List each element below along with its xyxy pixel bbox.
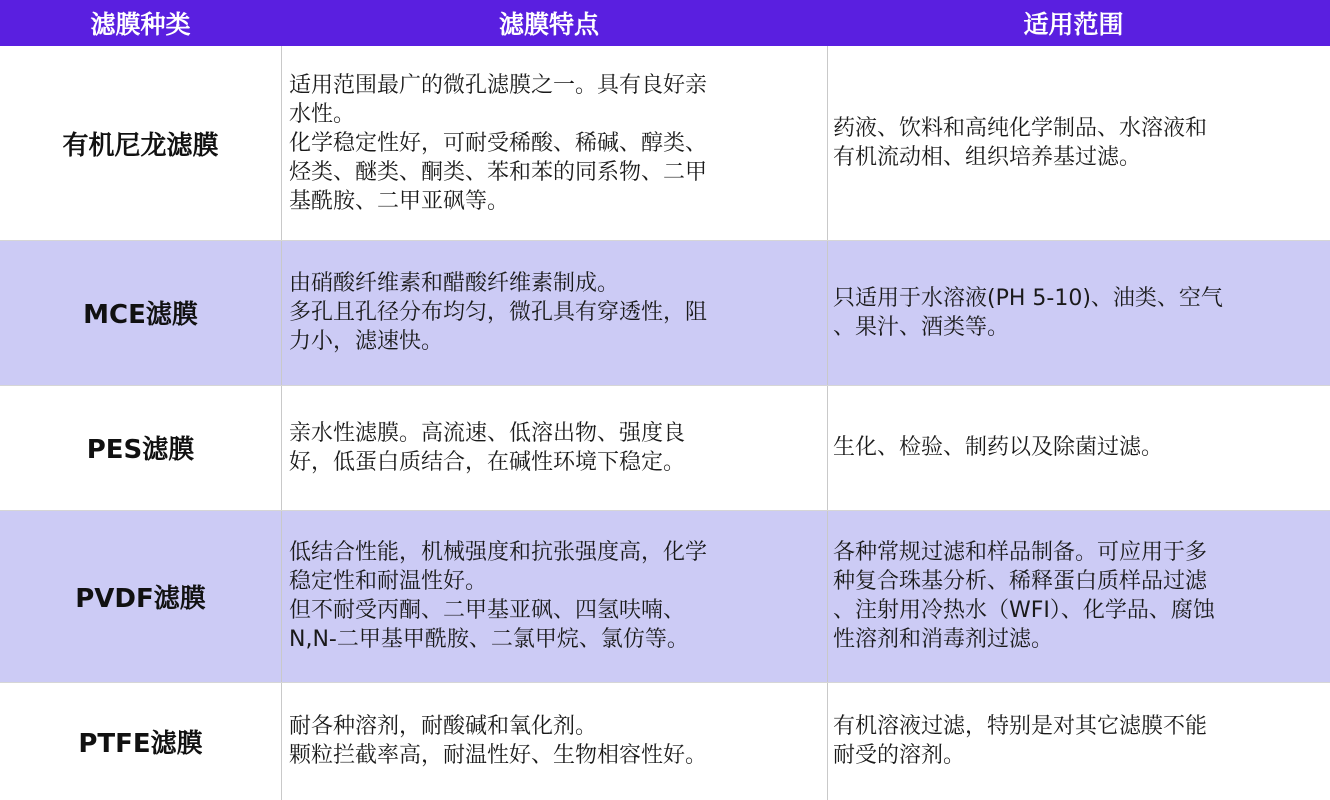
membrane-scope: 药液、饮料和高纯化学制品、水溶液和 有机流动相、组织培养基过滤。: [833, 116, 1208, 170]
membrane-features: 由硝酸纤维素和醋酸纤维素制成。 多孔且孔径分布均匀，微孔具有穿透性，阻 力小，滤速快。: [289, 271, 708, 354]
membrane-name-cell: [0, 385, 281, 510]
membrane-name: 有机尼龙滤膜: [62, 130, 219, 161]
features-cell: [281, 385, 827, 510]
membrane-features: 耐各种溶剂，耐酸碱和氧化剂。 颗粒拦截率高，耐温性好、生物相容性好。: [289, 714, 708, 768]
membrane-features: 亲水性滤膜。高流速、低溶出物、强度良 好，低蛋白质结合，在碱性环境下稳定。: [289, 420, 686, 475]
membrane-scope: 生化、检验、制药以及除菌过滤。: [833, 435, 1164, 460]
membrane-name-cell: [0, 240, 281, 385]
scope-cell: [827, 385, 1330, 510]
table-row: [0, 510, 1330, 682]
scope-cell: [827, 510, 1330, 682]
membrane-scope: 只适用于水溶液(PH 5-10)、油类、空气 、果汁、酒类等。: [833, 285, 1223, 340]
table-row: [0, 46, 1330, 240]
membrane-name-cell: [0, 510, 281, 682]
membrane-name: PVDF滤膜: [75, 583, 206, 614]
membrane-name-cell: [0, 682, 281, 800]
table-header-row: [0, 0, 1330, 46]
membrane-features: 适用范围最广的微孔滤膜之一。具有良好亲 水性。 化学稳定性好，可耐受稀酸、稀碱、醇类、 烃类、醚类、酮类、苯和苯的同系物、二甲 基酰胺、二甲亚砜等。: [289, 72, 708, 214]
header-membrane-type: 滤膜种类: [90, 10, 191, 39]
membrane-scope: 各种常规过滤和样品制备。可应用于多 种复合珠基分析、稀释蛋白质样品过滤 、注射用冷热水（WFI）、化学品、腐蚀 性溶剂和消毒剂过滤。: [833, 540, 1215, 652]
membrane-name-cell: [0, 46, 281, 240]
membrane-name: PTFE滤膜: [78, 728, 203, 759]
membrane-name: MCE滤膜: [83, 300, 198, 330]
scope-cell: [827, 682, 1330, 800]
scope-cell: [827, 46, 1330, 240]
membrane-features: 低结合性能，机械强度和抗张强度高，化学 稳定性和耐温性好。 但不耐受丙酮、二甲基亚砜、四氢呋喃、 N,N-二甲基甲酰胺、二氯甲烷、氯仿等。: [289, 540, 708, 652]
row-divider: [0, 510, 1330, 511]
table-row: [0, 240, 1330, 385]
scope-cell: [827, 240, 1330, 385]
row-divider: [0, 682, 1330, 683]
table-row: [0, 682, 1330, 800]
features-cell: [281, 46, 827, 240]
header-features: 滤膜特点: [498, 10, 599, 39]
row-divider: [0, 240, 1330, 241]
features-cell: [281, 682, 827, 800]
row-divider: [0, 385, 1330, 386]
membrane-name: PES滤膜: [86, 435, 195, 465]
header-scope: 适用范围: [1023, 10, 1124, 39]
features-cell: [281, 510, 827, 682]
column-divider: [281, 46, 282, 800]
table-row: [0, 385, 1330, 510]
membrane-scope: 有机溶液过滤，特别是对其它滤膜不能 耐受的溶剂。: [833, 714, 1208, 768]
column-divider: [827, 46, 828, 800]
features-cell: [281, 240, 827, 385]
